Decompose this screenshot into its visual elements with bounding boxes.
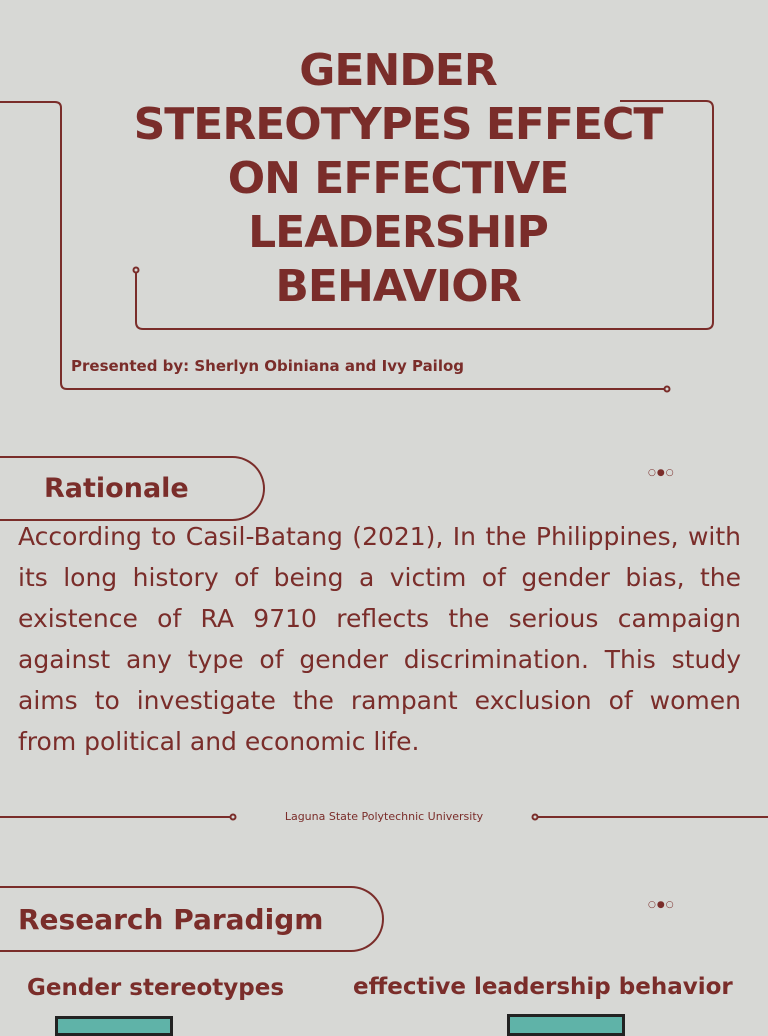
university-name: Laguna State Polytechnic University (284, 810, 484, 823)
title-line-4: LEADERSHIP (248, 207, 548, 258)
paradigm-heading-pill (0, 886, 384, 952)
paradigm-right-box (507, 1014, 625, 1036)
footer-left-dot (231, 815, 236, 820)
title-outer-frame-end-dot (665, 387, 670, 392)
presented-by: Presented by: Sherlyn Obiniana and Ivy Pailog (71, 357, 465, 375)
paradigm-heading: Research Paradigm (18, 903, 324, 936)
rationale-heading: Rationale (44, 473, 189, 504)
dots-icon: ○●○ (648, 468, 675, 478)
title-line-5: BEHAVIOR (275, 261, 521, 312)
paradigm-right-column-heading: effective leadership behavior (353, 974, 733, 1000)
title-line-3: ON EFFECTIVE (227, 153, 569, 204)
dots-icon: ○●○ (648, 900, 675, 910)
rationale-body: According to Casil-Batang (2021), In the Philippines, with its long history of being a victim of gender bias, the existence of RA 9710 reflects the serious campaign against any type of gender discrimination. This study aims to investigate the rampant exclusion of women from political and economic life. (18, 522, 741, 756)
title-line-1: GENDER (299, 45, 497, 96)
poster-title (80, 44, 716, 314)
title-line-2: STEREOTYPES EFFECT (133, 99, 663, 150)
rationale-heading-pill (0, 456, 265, 521)
paradigm-left-column-heading: Gender stereotypes (27, 975, 285, 1001)
footer-right-dot (533, 815, 538, 820)
paradigm-left-box (55, 1016, 173, 1036)
